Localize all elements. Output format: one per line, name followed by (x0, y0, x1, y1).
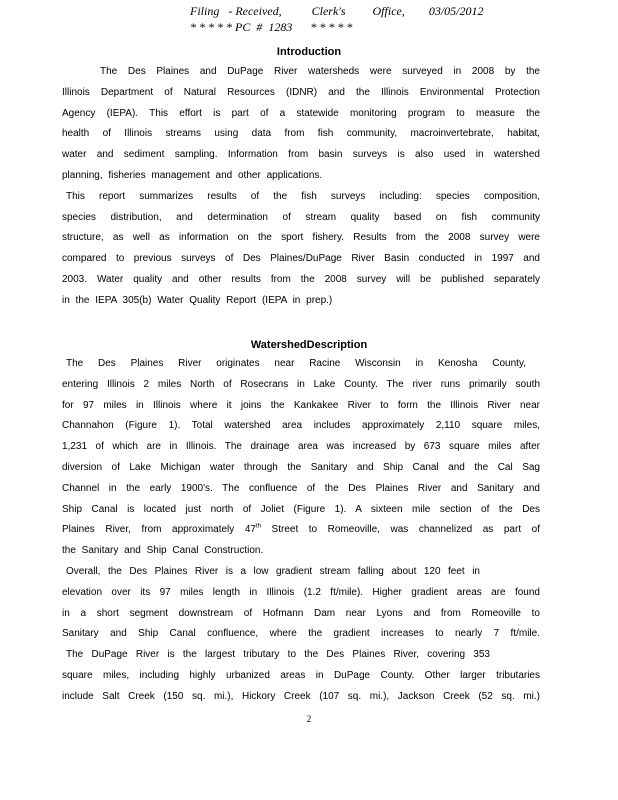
text-line: include Salt Creek (150 sq. mi.), Hickory Creek (107 sq. mi.), Jackson Creek (52 sq. mi.) (62, 690, 540, 702)
text-line: Channel in the early 1900's. The confluence of the Des Plaines River and Sanitary and (62, 482, 540, 494)
text-line: planning, fisheries management and other applications. (62, 169, 323, 181)
text-line: compared to previous surveys of Des Plaines/DuPage River Basin conducted in 1997 and (62, 253, 540, 265)
text-line: Sanitary and Ship Canal confluence, where the gradient increases to nearly 7 ft/mile. (62, 628, 540, 640)
filing-stamp-line-2: * * * * * PC # 1283 * * * * * (190, 20, 353, 34)
line-text-continued: Street to Romeoville, was channelized as part of (260, 524, 540, 536)
text-line: elevation over its 97 miles length in Illinois (1.2 ft/mile). Higher gradient areas are found (62, 586, 540, 598)
text-line: the Sanitary and Ship Canal Construction. (62, 545, 264, 557)
text-line: Agency (IEPA). This effort is part of a statewide monitoring program to measure the (62, 107, 540, 119)
introduction-body (62, 62, 540, 312)
text-line: Ship Canal is located just north of Joliet (Figure 1). A sixteen mile section of the Des (62, 503, 540, 515)
text-line: Channahon (Figure 1). Total watershed area includes approximately 2,110 square miles, (62, 420, 540, 432)
text-line: species distribution, and determination of stream quality based on fish community (62, 211, 540, 223)
filing-stamp-line-1: Filing - Received, Clerk's Office, 03/05/2012 (190, 4, 484, 18)
text-line: This report summarizes results of the fish surveys including: species composition, (66, 190, 540, 202)
page-number: 2 (306, 714, 312, 724)
text-line: in a short segment downstream of Hofmann Dam near Lyons and from Romeoville to (62, 607, 540, 619)
text-line: diversion of Lake Michigan water through the Sanitary and Ship Canal and the Cal Sag (62, 461, 540, 473)
text-line: square miles, including highly urbanized areas in DuPage County. Other larger tributaries (62, 669, 540, 681)
text-line: in the IEPA 305(b) Water Quality Report (IEPA in prep.) (62, 294, 333, 306)
text-line-with-superscript (62, 520, 540, 541)
text-line: water and sediment sampling. Information from basin surveys is also used in watershed (62, 149, 540, 161)
introduction-heading: Introduction (276, 46, 342, 58)
text-line: Overall, the Des Plaines River is a low gradient stream falling about 120 feet in (66, 565, 480, 577)
text-line: The Des Plaines and DuPage River watersheds were surveyed in 2008 by the (100, 66, 540, 77)
text-line: for 97 miles in Illinois where it joins the Kankakee River to form the Illinois River near (62, 399, 540, 411)
text-line: The DuPage River is the largest tributary to the Des Plaines River, covering 353 (66, 649, 490, 661)
watershed-description-heading: WatershedDescription (250, 339, 368, 351)
text-line: 2003. Water quality and other results from the 2008 survey will be published separately (62, 273, 540, 285)
text-line: 1,231 of which are in Illinois. The drainage area was increased by 673 square miles after (62, 441, 540, 453)
text-line: The Des Plaines River originates near Racine Wisconsin in Kenosha County, (66, 358, 526, 369)
text-line: Illinois Department of Natural Resources (IDNR) and the Illinois Environmental Protection (62, 86, 540, 98)
text-line: health of Illinois streams using data from fish community, macroinvertebrate, habitat, (62, 128, 540, 140)
text-line: structure, as well as information on the sport fishery. Results from the 2008 survey were (62, 232, 540, 244)
text-line: entering Illinois 2 miles North of Rosecrans in Lake County. The river runs primarily south (62, 378, 540, 390)
ordinal-superscript: th (255, 524, 261, 531)
line-text: Plaines River, from approximately 47 (62, 524, 256, 536)
watershed-description-body (62, 354, 540, 708)
